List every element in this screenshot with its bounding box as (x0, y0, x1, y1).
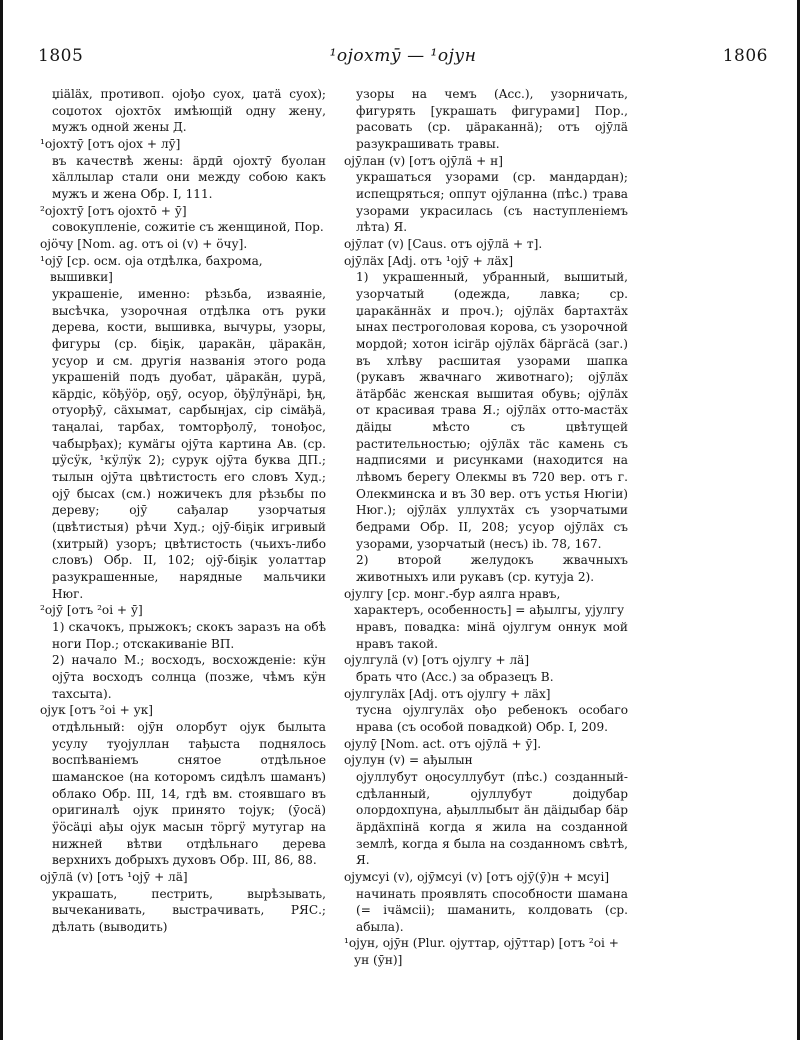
entry-headword: ¹ојӯ [ср. осм. оја отдѣлка, бахрома, вышивки] (40, 253, 263, 285)
entry-definition: нравъ, повадка: мінä ојулгум оннук мой нравъ такой. (356, 620, 628, 651)
entry-headword: ојук [отъ ²оі + ук] (40, 703, 153, 718)
entry-definition: џіäläх, противоп. ојођо суох, џатä суох); соџотох ојохтōх имѣющій одну жену, мужъ одной жены Д. (52, 87, 326, 135)
entry-headword: ојулӯ [Nom. act. отъ ојӯлä + ӯ]. (344, 736, 542, 751)
entry-sense: 1) украшенный, убранный, вышитый, узорчатый (одежда, лавка; ср. џаракäннäх и проч.); ојӯлäх бартахтäх ынах пестроголовая корова, съ узорочной мордой; хотон ісігäр ојӯлäх бäргäсä (заг.) въ хлѣву расшитая узорами шапка (рукавъ жвачнаго животнаго); ојӯлäх äтäрбäс женская вышитая обувь; ојӯлäх от красивая трава Я.; ојӯлäх отто-мастäх дäіды мѣсто съ цвѣтущей растительностью; ојӯлäх тäс камень съ надписями и рисунками (находится на лѣвомъ берегу Олекмы въ 720 вер. отъ г. Олекминска и въ 30 вер. отъ устья Нюгіи) Нюг.); ојӯлäх уллухтäх съ узорчатыми бедрами Обр. II, 208; усуор ојӯлäх съ узорами, узорчатый (несъ) ib. 78, 167. (356, 270, 628, 551)
entry-sense: 2) второй желудокъ жвачныхъ животныхъ или рукавъ (ср. кутуја 2). (356, 553, 628, 585)
dictionary-entry (40, 869, 326, 936)
dictionary-entry (344, 586, 628, 653)
entry-definition: совокупленіе, сожитіе съ женщиной, Пор. (52, 220, 324, 235)
entry-definition: украшаться узорами (ср. мандардан); испещряться; оппут ојӯланна (пѣс.) трава узорами украсилась (съ наступленіемъ лѣта) Я. (356, 170, 628, 235)
entry-definition: ојуллубут оңосуллубут (пѣс.) созданный-сдѣланный, ојуллубут доідубар олордохпуна, ађыллыбыт äн дäідыбар бäр äрдäхпінä когда я жила на созданной землѣ, когда я была на созданномъ свѣтѣ, Я. (356, 769, 628, 868)
dictionary-entry (344, 86, 628, 153)
entry-definition: украшать, пестрить, вырѣзывать, вычеканивать, выстрачивать, РЯС.; дѣлать (выводить) (52, 886, 326, 934)
dictionary-entry (344, 253, 628, 586)
entry-headword: ојӯлан (v) [отъ ојӯлä + н] (344, 153, 503, 168)
entry-headword: ојумсуі (v), ојӯмсуі (v) [отъ ојӯ(ӯ)н + мсуі] (344, 869, 610, 884)
dictionary-entry (344, 869, 628, 936)
dictionary-entry (40, 236, 326, 253)
dictionary-entry (344, 153, 628, 236)
entry-headword: ојулгулä (v) [отъ ојулгу + лä] (344, 653, 530, 668)
entry-definition: украшеніе, именно: рѣзьба, изваяніе, высѣчка, узорочная отдѣлка отъ руки дерева, кости, вышивка, вычуры, узоры, фигуры (ср. біҕік, џаракäн, џäракäн, усуор и см. другія названія этого рода украшеній подъ дуобат, џäракäн, џурä, кäрдіс, кӧђӱӧр, оҕӯ, осуор, ӧђӱлӱнäрі, ђң, отуорђӯ, сäхымат, сарбынјах, сір сімäђä, таңалаі, тарбах, томторђолӯ, тонођос, чабырђах); кумäгы ојӯта картина Ав. (ср. џӱсӱк, ¹кӱлӱк 2); сурук ојӯта буква ДП.; тылын ојӯта цвѣтистость его словъ Худ.; ојӯ бысах (см.) ножичекъ для рѣзьбы по дереву; ојӯ сађалар узорчатыя (цвѣтистыя) рѣчи Худ.; ојӯ-біҕік игривый (хитрый) узоръ; цвѣтистость (чьихъ-либо словъ) Обр. II, 102; ојӯ-біҕік уолаттар разукрашенные, нарядные мальчики Нюг. (52, 286, 326, 601)
entry-headword: ојӯлäх [Adj. отъ ¹ојӯ + лäх] (344, 253, 514, 268)
dictionary-entry (344, 652, 628, 685)
dictionary-entry (40, 702, 326, 869)
entry-definition: узоры на чемъ (Acc.), узорничать, фигурять [украшать фигурами] Пор., расовать (ср. џäраканнä); отъ ојӯлä разукрашивать травы. (356, 87, 628, 151)
entry-headword: ојӯлä (v) [отъ ¹ојӯ + лä] (40, 869, 188, 884)
page-number-left: 1805 (38, 46, 84, 66)
entry-definition: въ качествѣ жены: äрдӣ ојохтӯ буолан хäллылар стали они между собою какъ мужъ и жена Обр. I, 111. (52, 153, 326, 201)
entry-sense: 1) скачокъ, прыжокъ; скокъ заразъ на обѣ ноги Пор.; отскакиваніе ВП. (52, 620, 326, 651)
dictionary-entry (344, 686, 628, 736)
entry-headword: ¹ојохтӯ [отъ ојох + лӯ] (40, 136, 181, 151)
dictionary-entry (344, 935, 628, 968)
entry-headword: ојулун (v) = ађылын (344, 753, 473, 768)
entry-headword: ²ојохтӯ [отъ ојохтō + ӯ] (40, 203, 187, 218)
dictionary-entry (40, 86, 326, 136)
dictionary-entry (40, 602, 326, 702)
entry-definition: брать что (Acc.) за образецъ В. (356, 669, 554, 684)
right-column (344, 86, 628, 969)
dictionary-entry (344, 752, 628, 869)
page-number-right: 1806 (722, 46, 768, 66)
entry-headword: ојӯлат (v) [Caus. отъ ојӯлä + т]. (344, 236, 543, 251)
entry-headword: ојӧчу [Nom. ag. отъ оі (v) + ӧчу]. (40, 236, 248, 251)
entry-definition: отдѣльный: ојӯн олорбут ојук былыта усулу туојуллан тађыста поднялось воспѣваніемъ снятое отдѣльное шаманское (на которомъ сидѣлъ шаманъ) облако Обр. III, 14, гдѣ вм. стоявшаго въ оригиналѣ ојук принято тојук; (ӯосä) ӱӧсäџі ађы ојук масын тӧргӱ мутугар на нижней вѣтви отдѣльнаго дерева верхнихъ добрыхъ духовъ Обр. III, 86, 88. (52, 719, 326, 868)
entry-headword: ¹ојун, ојӯн (Plur. ојуттар, ојӯттар) [отъ ²оі + ун (ӯн)] (344, 936, 619, 968)
entry-headword: ојулгу [ср. монг.-бур аялга нравъ, характеръ, особенность] = ађылгы, ујулгу (344, 586, 625, 618)
page-header (38, 46, 768, 70)
dictionary-entry (344, 736, 628, 753)
entry-definition: начинать проявлять способности шамана (= ічäмсіі); шаманить, колдовать (ср. абыла). (356, 886, 628, 934)
dictionary-entry (40, 136, 326, 203)
entry-headword: ²ојӯ [отъ ²оі + ӯ] (40, 603, 143, 618)
dictionary-entry (344, 236, 628, 253)
dictionary-entry (40, 253, 326, 603)
entry-headword: ојулгулäх [Adj. отъ ојулгу + лäх] (344, 686, 551, 701)
page-title: ¹ојохтӯ — ¹ојун (329, 46, 477, 66)
entry-definition: тусна ојулгулäх ођо ребенокъ особаго нрава (съ особой повадкой) Обр. I, 209. (356, 703, 628, 734)
left-column (40, 86, 326, 935)
entry-sense: 2) начало М.; восходъ, восхожденіе: кӱн ојӯта восходъ солнца (позже, чѣмъ кӱн тахсыта). (52, 653, 326, 701)
dictionary-entry (40, 203, 326, 236)
scan-edge-left (0, 0, 3, 1040)
